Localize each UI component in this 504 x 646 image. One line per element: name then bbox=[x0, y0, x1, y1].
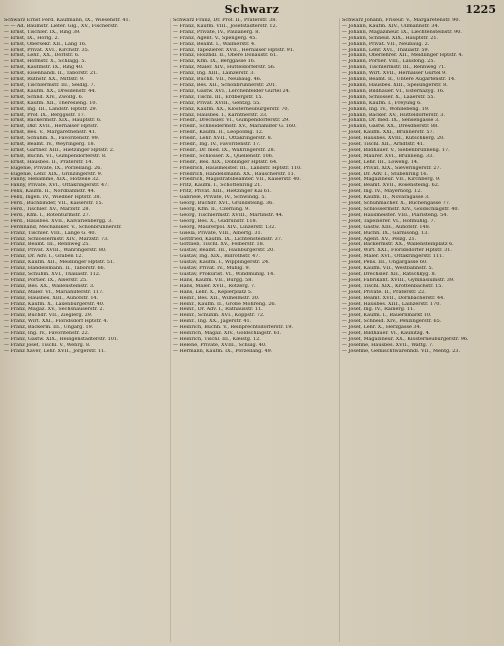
directory-entry: — Ernst, Prof. IX., Berggsstr. 17. bbox=[4, 112, 86, 118]
directory-entry: — Josef, Lehr. X., Herzgasse 34. bbox=[342, 325, 422, 331]
directory-entry: — Franz, Privat. XVIII., Gentzg. 55. bbox=[173, 100, 261, 106]
column-middle bbox=[170, 18, 333, 642]
directory-entry: — Johann, Gastw. XX., Dresdnerstr. 88. bbox=[342, 124, 439, 130]
directory-entry: — Gisela, Private, VIII., Albertg. 31. bbox=[173, 230, 263, 236]
directory-entry: — Josef, Ing. IV., Mayerhofg. 12. bbox=[342, 189, 422, 195]
directory-entry: — Hans, Maler. XVII., Rötzerg. 7. bbox=[173, 283, 256, 289]
directory-entry: — Friedrich, Handelsmann. XX., Rauscherstr. 11. bbox=[173, 171, 296, 177]
directory-entry: — Ernst, IX., Hörlg. 2. bbox=[4, 35, 60, 41]
directory-entry: — Johann, Kaufm. I., Freyung 6. bbox=[342, 100, 422, 106]
directory-entry: — Johann, Lehr. XVI., Thaliastr. 59. bbox=[342, 47, 430, 53]
directory-entry: — Franz, Buchh. VII., Neubaug. 46. bbox=[173, 77, 262, 83]
directory-entry: — Friedr., Kaufm. II., Leopoldsg. 12. bbox=[173, 130, 264, 136]
directory-entry: — Franz, Agent. V., Spengerg. 45. bbox=[173, 35, 257, 41]
directory-entry: — Franz, Maler. XIV., Hütteldorferstr. 56. bbox=[173, 65, 276, 71]
directory-entry: — Franz, Schuhm. XVI., Thaliastr. 112. bbox=[4, 271, 101, 277]
directory-entry: — Josef, Schneid. XIV., Penzingerstr. 65. bbox=[342, 319, 442, 325]
directory-entry: — Josef, Gastw. XIII., Auhofstr. 148. bbox=[342, 224, 431, 230]
directory-entry: — Ferd., Hausbes. XVII., Kalvarienbergg. 3. bbox=[4, 218, 113, 224]
directory-entry: — Josef, Buchh. IX., Garnisong. 13. bbox=[342, 230, 429, 236]
directory-entry: — Ernst, Kaufm. XII., Theresieng. 10. bbox=[4, 100, 98, 106]
directory-entry: — Franz, Beamt. I., Wallnerstr. 4. bbox=[173, 41, 256, 47]
directory-entry: — Franz, Gastw. XVI., Lerchenfelder Gürtel 24. bbox=[173, 88, 291, 94]
directory-entry: — Fanny, Private, XVI., Ottakringerstr. 47. bbox=[4, 183, 109, 189]
directory-entry: — Josef, Kaufm. I., Bauernmarkt 10. bbox=[342, 313, 432, 319]
directory-entry: — Ernst, Bäckermstr. XIX., Hauptstr. 6. bbox=[4, 118, 102, 124]
page-header bbox=[0, 0, 504, 18]
directory-entry: — Josef, Maurer. XVI., Brunneng. 33. bbox=[342, 153, 434, 159]
directory-entry: — Gottfried, Kaufm. IX., Lichtensteinstr. 37. bbox=[173, 236, 283, 242]
directory-entry: — Ernst, Privat. XVI., Kirchstr. 35. bbox=[4, 47, 90, 53]
directory-entry: — Georg, Kfm. II., Czerning. 9. bbox=[173, 207, 250, 212]
directory-entry: — Franz, Bäckerm. III., Ungarg. 19. bbox=[4, 325, 94, 331]
directory-entry: — Josef, Schlossermstr. XIV., Goldschlagstr. 40. bbox=[342, 207, 459, 212]
directory-entry: — Ernst, Tischler. IX., Ring 39. bbox=[4, 29, 81, 35]
directory-entry: — Friedr., Bes. XIX., Döblinger Hptstr. 64. bbox=[173, 159, 278, 165]
directory-entry: — Ernst, Lehr., XX., Dorfstr. 6. bbox=[4, 53, 80, 59]
directory-entry: Schwarz Ernst Ferd. Kaufmann, IX., Wiesenstr. 41. bbox=[4, 18, 131, 23]
directory-entry: — Franz, Ing. XIII., Lainzerstr. 3. bbox=[173, 71, 255, 77]
directory-entry: — Georg, Buchdr. XVI., Grundsteing. 36. bbox=[173, 201, 274, 207]
directory-entry: — Ferd., Kfm. I., Rotenturmstr. 27. bbox=[4, 212, 91, 218]
directory-entry: — Hermann, Kaufm. IX., Porzellang. 49. bbox=[173, 348, 273, 354]
running-head-title: Schwarz bbox=[224, 3, 280, 16]
directory-entry: — Johann, Schneid. XIX., Hauptstr. 21. bbox=[342, 35, 439, 41]
directory-entry: — Josefine, Gemischtwarenhdl. VII., Mentg. 23. bbox=[342, 348, 461, 354]
directory-entry: — Josef, Magazineur. VII., Kirchberg. 9. bbox=[342, 177, 441, 183]
directory-entry: — Heinrich, Buchh. V., Reinprechtsdorferstr. 19. bbox=[173, 325, 294, 331]
directory-entry: — Eugenie, Private, IX., Porzellang. 26. bbox=[4, 165, 102, 171]
directory-entry: — Franz, Handelsmann. II., Taborstr. 66. bbox=[4, 266, 106, 272]
directory-entry: — Josef, Kaufm. II., Novaragasse 3. bbox=[342, 195, 430, 201]
directory-entry: — Ernst, Beamt. IV., Weyringerg. 18. bbox=[4, 142, 96, 148]
directory-entry: — Josef, Lehr. III., Löweng. 14. bbox=[342, 159, 419, 165]
directory-entry: — Josef, Maler. XVI., Ottakringerstr. 111. bbox=[342, 254, 444, 260]
directory-entry: — Josef, Kaufm. VII., Westbahnstr. 5. bbox=[342, 266, 434, 272]
directory-entry: — Johann, Beamt. II., Untere Augartenstr. 14. bbox=[342, 77, 456, 83]
directory-entry: — Johann, Kaufm. XIV., Ullmannstr. 34. bbox=[342, 23, 440, 29]
directory-entry: — Friedr., Ing. IV., Favoritenstr. 17. bbox=[173, 142, 261, 148]
directory-entry: — Franz, Tischler. VIII., Lange G. 40. bbox=[4, 230, 97, 236]
directory-entry: — Josef, Magazineur. XX., Klosterneuburgerstr. 96. bbox=[342, 336, 469, 342]
directory-entry: — Johann, Portier. VIII., Laudong. 25. bbox=[342, 59, 436, 65]
directory-entry: — Franz, Gastw. XIX., Heiligenstädterstr. 101. bbox=[4, 336, 119, 342]
directory-entry: — Josef, Schuhmacher. X., Buchengasse 77. bbox=[342, 201, 451, 207]
directory-entry: — Josef, Private. II., Praterstr. 22. bbox=[342, 289, 426, 295]
directory-entry: — Franz, Hausbes. I., Kärntnerstr. 33. bbox=[173, 112, 268, 118]
directory-entry: — Heinr., Kaufm. II., Große Mohreng. 26. bbox=[173, 301, 276, 307]
directory-entry: — Franz Xaver, Lehr. XVII., Jörgerstr. 11. bbox=[4, 348, 106, 354]
directory-entry: — Fritz, Privat. XIII., Hietzinger Kai 61. bbox=[173, 189, 272, 195]
directory-entry: — Franz, Kfm. IX., Berggasse 16. bbox=[173, 59, 256, 65]
directory-entry: — Georg, Tischlermstr. XVIII., Martinstr. 44. bbox=[173, 212, 284, 218]
directory-entry: — Johann, Wirt. XVII., Hernalser Gürtel 9. bbox=[342, 71, 447, 77]
directory-entry: — Franz, Schlossermstr. XIV., Märzstr. 73. bbox=[4, 236, 109, 242]
directory-entry: — Heinr., Dr. Adv. I., Rathausstr. 11. bbox=[173, 307, 263, 313]
directory-entry: — Johann, Bildhauer. VI., Esterhazyg. 16. bbox=[342, 88, 445, 94]
directory-entry: — Franz, Magaz. XV., Sechshauserstr. 2. bbox=[4, 307, 105, 313]
directory-entry: — Franz, Tapezierer. XVII., Hernalser Hptstr. 91. bbox=[173, 47, 295, 53]
directory-entry: — Franz, Kaufm. VIII., Josefstädterstr. 12. bbox=[173, 23, 278, 29]
directory-entry: — Gustav, Ing. XIX., Billrothstr. 47. bbox=[173, 254, 260, 260]
directory-entry: — Franz, Dr. Adv. I., Graben 12. bbox=[4, 254, 83, 260]
directory-entry: — Josef, Bildhauer. V., Siebenbrunneng. 17. bbox=[342, 147, 450, 153]
directory-entry: — Johann, Ing. IV., Wohllebeng. 19. bbox=[342, 106, 430, 112]
directory-entry: — Franz, Holzhdl. II., Obere Donaustr. 61. bbox=[173, 53, 278, 59]
directory-entry: — Helene, Private, XVIII., Schulg. 40. bbox=[173, 342, 267, 348]
directory-entry: — Friedrich, Hausmeister. III., Landstr. Hptstr. 110. bbox=[173, 165, 302, 171]
directory-entry: — Georg, Bes. X., Gudrunstr. 118. bbox=[173, 218, 258, 224]
directory-entry: — Gustav, Prokurist. VI., Windmühlg. 14. bbox=[173, 271, 275, 277]
directory-entry: — Franz, Maler. VI., Mariahilferstr. 117. bbox=[4, 289, 104, 295]
directory-entry: — Josef, Fabrikant. XVIII., Gymnasiumstr. 39. bbox=[342, 277, 455, 283]
directory-entry: — Georg, Maurerpol. XIV., Linzerstr. 132. bbox=[173, 224, 276, 230]
directory-entry: — Franz, Kaufm. XX., Klosterneuburgerstr. 70. bbox=[173, 106, 290, 112]
directory-entry: — Johann, Schlosser. X., Laaerstr. 55. bbox=[342, 94, 436, 100]
directory-entry: — Ernst, Gärtner. XIII., Hietzinger Hptstr. 2. bbox=[4, 147, 115, 153]
directory-entry: — Franz, Bes. XII., Schönbrunnerstr. 201. bbox=[173, 82, 277, 88]
directory-entry: — Ernst, Bes. V., Margarethenstr. 41. bbox=[4, 130, 97, 136]
directory-entry: — Fritz, Kaufm. I., Schottenring 21. bbox=[173, 183, 262, 189]
directory-entry: — Franz, Kaufm. X., Laxenburgerstr. 40. bbox=[4, 301, 105, 307]
directory-entry: — Franz, Privat. XVIII., Währingerstr. 80. bbox=[4, 248, 107, 254]
directory-entry: — Friedr., Lehr. XVII., Ottakringerstr. 8. bbox=[173, 136, 273, 142]
directory-entry: — Heinr., Bes. XII., Wilhelmstr. 30. bbox=[173, 295, 260, 301]
directory-entry: — Ernst, Hausbes. II., Praterstr. 14. bbox=[4, 159, 94, 165]
directory-entry: — Ferdinand, Mechaniker. V., Schönbrunnerstr. bbox=[4, 224, 122, 230]
directory-entry: Schwarz Franz, Dr. Prof. II., Praterstr. 38. bbox=[173, 18, 277, 23]
directory-entry: — Josef, Bäckermstr. XX., Wallensteinplatz 6. bbox=[342, 242, 454, 248]
directory-entry: — Franz, Hausbes. XIII., Auhofstr. 14. bbox=[4, 295, 99, 301]
directory-entry: — Johann, Dr. med. IX., Sensengasse 3. bbox=[342, 118, 440, 124]
directory-entry: — Ernst, Buchh. VI., Gumpendorferstr. 8. bbox=[4, 153, 107, 159]
directory-entry: — Josef, Dr. Adv. I., Stubenring 16. bbox=[342, 171, 429, 177]
directory-entry: — Josef, Wirt. XXI., Floridsdorfer Hptstr. 31. bbox=[342, 248, 452, 254]
directory-entry: — Josef, Kaufm. XXI., Brünnerstr. 57. bbox=[342, 130, 435, 136]
directory-entry: — Franz, Kaufm. XII., Meidlinger Hptstr. 51. bbox=[4, 260, 115, 266]
directory-entry: — Ferd., Tischler. XV., Märzstr. 28. bbox=[4, 207, 91, 212]
directory-entry: — Gustav, Kaufm. I., Wipplingerstr. 24. bbox=[173, 260, 270, 266]
directory-entry: — Ernst, Kaufm. XX., Dresdenstr. 44. bbox=[4, 88, 96, 94]
column-right bbox=[339, 18, 502, 642]
directory-entry: — Josef, Hausbes. XIII., Lainzerstr. 170. bbox=[342, 301, 441, 307]
directory-entry: — Josef, Bildhauer. VI., Kaunitzg. 4. bbox=[342, 331, 431, 337]
directory-entry: Schwarz Johann, Friseur. V., Margaretenstr. 90. bbox=[342, 18, 460, 23]
directory-entry: — Felix, Kaufm. II., Nordbahnstr. 44. bbox=[4, 189, 96, 195]
directory-entry: — Johann, Bäcker. XV., Hütteldorferstr. 3. bbox=[342, 112, 445, 118]
directory-entry: — Gabriele, Private, IV., Schwindg. 5. bbox=[173, 195, 267, 201]
directory-entry: — Franz, Private, IV., Paulanerg. 8. bbox=[173, 29, 260, 35]
directory-entry: — Ernst, Dkr. XVII., Hernalser Hptstr. bbox=[4, 124, 99, 130]
directory-entry: — Josef, Tischl. XII., Arndtstr. 41. bbox=[342, 142, 425, 148]
directory-entry: — Heinrich, Magaz. XIV., Goldschlagstr. 61. bbox=[173, 331, 282, 337]
directory-entry: — Heinr., Schuhm. XVI., Koppstr. 72. bbox=[173, 313, 265, 319]
directory-entry: — Ferd., Buchbinder, VII., Kaiserstr. 15. bbox=[4, 201, 104, 207]
directory-entry: — Johann, Hausbes. XIII., Speisingerstr. 8. bbox=[342, 82, 448, 88]
directory-entry: — Franz, Ing. IV., Favoritenstr. 22. bbox=[4, 331, 90, 337]
directory-entry: — Franz, Buchdr. VII., Zieglerg. 29. bbox=[4, 313, 93, 319]
directory-entry: — Johann, Magazineur. IX., Liechtensteinstr. 90. bbox=[342, 29, 462, 35]
directory-entry: — Ernst, Eisenhändl. II., Taborstr. 21. bbox=[4, 71, 98, 77]
directory-entry: — Friedrich, Magistratsbeamter. VII., Kaiserstr. 40. bbox=[173, 177, 301, 183]
directory-entry: — Josef, Pens. III., Ungargasse 60. bbox=[342, 260, 428, 266]
directory-entry: — Josef, Agent. XV., Pelzg. 21. bbox=[342, 236, 417, 242]
directory-entry: — Ernst, Schnd. XIV., Zwölfg. 6. bbox=[4, 94, 84, 100]
directory-entry: — Heinr., Ing. XX., Jägerstr. 41. bbox=[173, 319, 252, 325]
directory-entry: — Franz, Bes. XX., Wallensteinstr. 3. bbox=[4, 283, 95, 289]
directory-entry: — Felix, Ingen. IV., Wiedner Hptstr. 38. bbox=[4, 195, 102, 201]
directory-entry: — Franz, Beamt. III., Rennweg 25. bbox=[4, 242, 90, 248]
directory-entry: — Ernst, Ruthstr. XX., Mittstr. 9. bbox=[4, 77, 85, 83]
directory-entry: — Ernst, Ing. III., Landstr. Hptstr. 29. bbox=[4, 106, 98, 112]
directory-entry: — Johann, Privat. VII., Neubaug. 2. bbox=[342, 41, 430, 47]
directory-entry: — Josef, Beamt. XVII., Rosensteing. 62. bbox=[342, 183, 440, 189]
directory-entry: — Josef, Hausbes. XVIII., Kutschkerg. 20. bbox=[342, 136, 445, 142]
directory-entry: — Gustav, Beamt. III., Hainburgerstr. 20. bbox=[173, 248, 275, 254]
directory-entry: — Ernst, Tischlermstr. III., Seidlg. 7. bbox=[4, 82, 95, 88]
directory-entry: — Gottlieb, Tischl. XV., Felberstr. 18. bbox=[173, 242, 265, 248]
directory-entry: — Ernst, Hofmstr. X., Schlagg. 5. bbox=[4, 59, 87, 65]
directory-entry: — Josef, Drechsler. XII., Ratschkyg. 8. bbox=[342, 271, 437, 277]
directory-entry: — Josef, Privat. XIX., Sieveringerstr. 27. bbox=[342, 165, 442, 171]
directory-entry: — Friedr., Schlosser. X., Quellenstr. 106. bbox=[173, 153, 274, 159]
directory-entry: — Franz, Tischl. III., Erdbergstr. 15. bbox=[173, 94, 263, 100]
directory-entry: — Hans, Kaufm. VII., Burgg. 58. bbox=[173, 277, 253, 283]
directory-entry: — Gustav, Privat. IV., Mühlg. 9. bbox=[173, 266, 251, 272]
directory-entry: — Friedr., Schneidermstr. XV., Mariahilfer G. 160. bbox=[173, 124, 297, 130]
directory-entry: — Johann, Tischlermstr. III., Rennweg 71. bbox=[342, 65, 446, 71]
directory-entry: — Fanny, Hebamme, XIX., Hofzeile 32. bbox=[4, 177, 100, 183]
directory-entry: — Josefine, Hausbes. XVII., Wattg. 7. bbox=[342, 342, 434, 348]
directory-columns bbox=[4, 18, 502, 642]
directory-entry: — Ernst, Kaufmstr. IX., Ring 40. bbox=[4, 65, 84, 71]
directory-entry: — Josef, Tischl. XIX., Krottenbachstr. 15. bbox=[342, 283, 443, 289]
directory-entry: — Friedr., Dr. med. IX., Währingerstr. 28. bbox=[173, 147, 276, 153]
directory-entry: — Ernst, Schuhm. X., Favoritenstr. 99. bbox=[4, 136, 100, 142]
directory-entry: — Josef, Hausmeister. VIII., Piaristeng. 54. bbox=[342, 212, 448, 218]
directory-entry: — Hans, Lehr. X., Keplerplatz 5. bbox=[173, 289, 253, 295]
column-left bbox=[4, 18, 164, 642]
directory-entry: — Heinrich, Tischl. III., Kleistg. 12. bbox=[173, 336, 261, 342]
directory-entry: — Josef, Tapezierer. VI., Hofmühlg. 7. bbox=[342, 218, 436, 224]
directory-entry: — Friedr., Drechsler. VI., Gumpendorferstr. 29. bbox=[173, 118, 290, 124]
directory-entry: — — Ad. Baumstr. Liefer. Glg., XV., Fischerstr. bbox=[4, 23, 119, 29]
directory-entry: — Josef, Ing. IV., Rainerg. 11. bbox=[342, 307, 415, 313]
page-number: 1225 bbox=[465, 3, 496, 16]
directory-entry: — Josef, Beamt. XVII., Dornbacherstr. 44. bbox=[342, 295, 445, 301]
directory-entry: — Johann, Oberlehrer. XII., Meidlinger Hptstr. 4. bbox=[342, 53, 464, 59]
directory-entry: — Franz Josef, Tischl. V., Wehrg. 8. bbox=[4, 342, 91, 348]
directory-entry: — Ernst, Obersekr. XII., Lang 16. bbox=[4, 41, 87, 47]
directory-entry: — Franz, Wirt. XXI., Floridsdorf Hptstr. 4. bbox=[4, 319, 109, 325]
directory-entry: — Eugenie, Lehr. XIX., Grinzingerstr. 9. bbox=[4, 171, 103, 177]
directory-entry: — Franz, Portier. IX., Alserstr. 25. bbox=[4, 277, 88, 283]
